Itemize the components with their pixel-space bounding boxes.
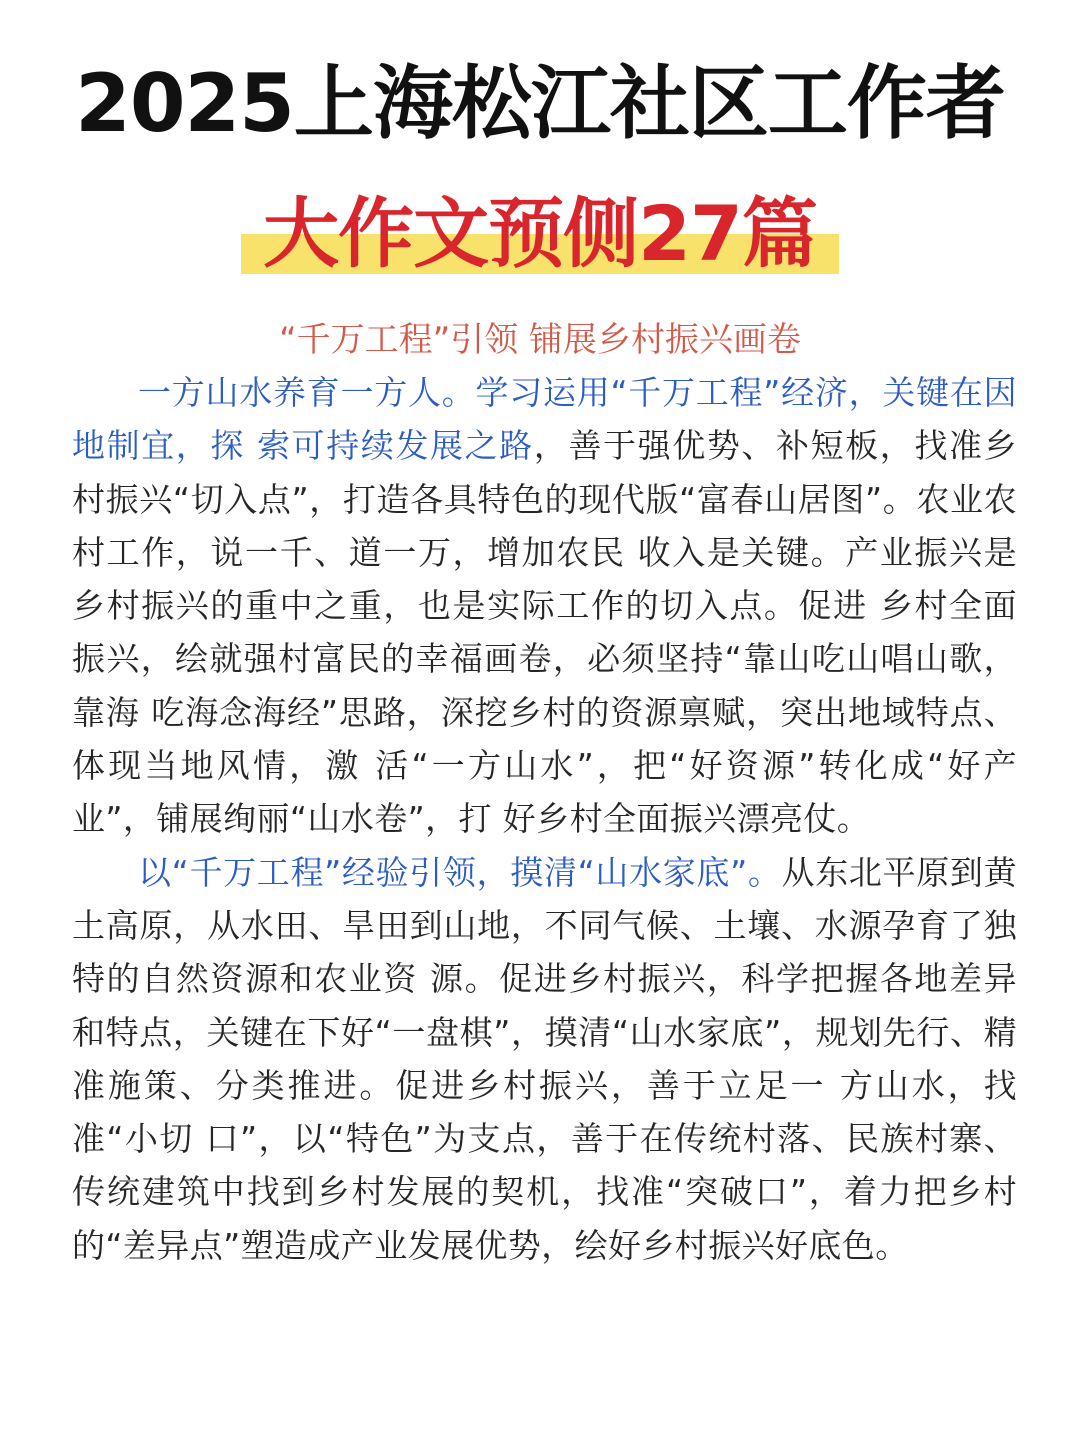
paragraph-2-text: 从东北平原到黄土高原，从水田、旱田到山地，不同气候、土壤、水源孕育了独特的自然资源和农业资 源。促进乡村振兴，科学把握各地差异和特点，关键在下好“一盘棋”，摸清“山水家底”，规划先行、精准施策、分类推进。促进乡村振兴，善于立足一 方山水，找准“小切 口”，以“特色”为支点，善于在传统村落、民族村寨、传统建筑中找到乡村发展的契机，找准“突破口”，着力把乡村的“差异点”塑造成产业发展优势，绘好乡村振兴好底色。 — [72, 852, 1017, 1265]
paragraph-2-lead: 以“千万工程”经验引领，摸清“山水家底”。 — [138, 852, 782, 892]
subtitle — [241, 186, 839, 282]
paragraph-1-text: ，善于强优势、补短板，找准乡村振兴“切入点”，打造各具特色的现代版“富春山居图”。农业农村工作，说一千、道一万，增加农民 收入是关键。产业振兴是乡村振兴的重中之重，也是实际工作的切入点。促进 乡村全面振兴，绘就强村富民的幸福画卷，必须坚持“靠山吃山唱山歌，靠海 吃海念海经”思路，深挖乡村的资源禀赋，突出地域特点、体现当地风情，激 活“一方山水”，把“好资源”转化成“好产业”，铺展绚丽“山水卷”，打 好乡村全面振兴漂亮仗。 — [72, 426, 1017, 839]
paragraph-1-lead: 一方山水养育一方人。学习运用“千万工程”经济，关键在因地制宜，探 索可持续发展之路 — [72, 373, 1017, 466]
subtitle-container — [0, 186, 1080, 282]
paragraph-1 — [72, 366, 1017, 846]
article-body — [72, 366, 1017, 1272]
article-heading: “千万工程”引领 铺展乡村振兴画卷 — [278, 320, 802, 360]
subtitle-text: 大作文预侧27篇 — [263, 189, 817, 278]
page-title: 2025上海松江社区工作者 — [75, 57, 1005, 150]
paragraph-2 — [72, 846, 1017, 1272]
